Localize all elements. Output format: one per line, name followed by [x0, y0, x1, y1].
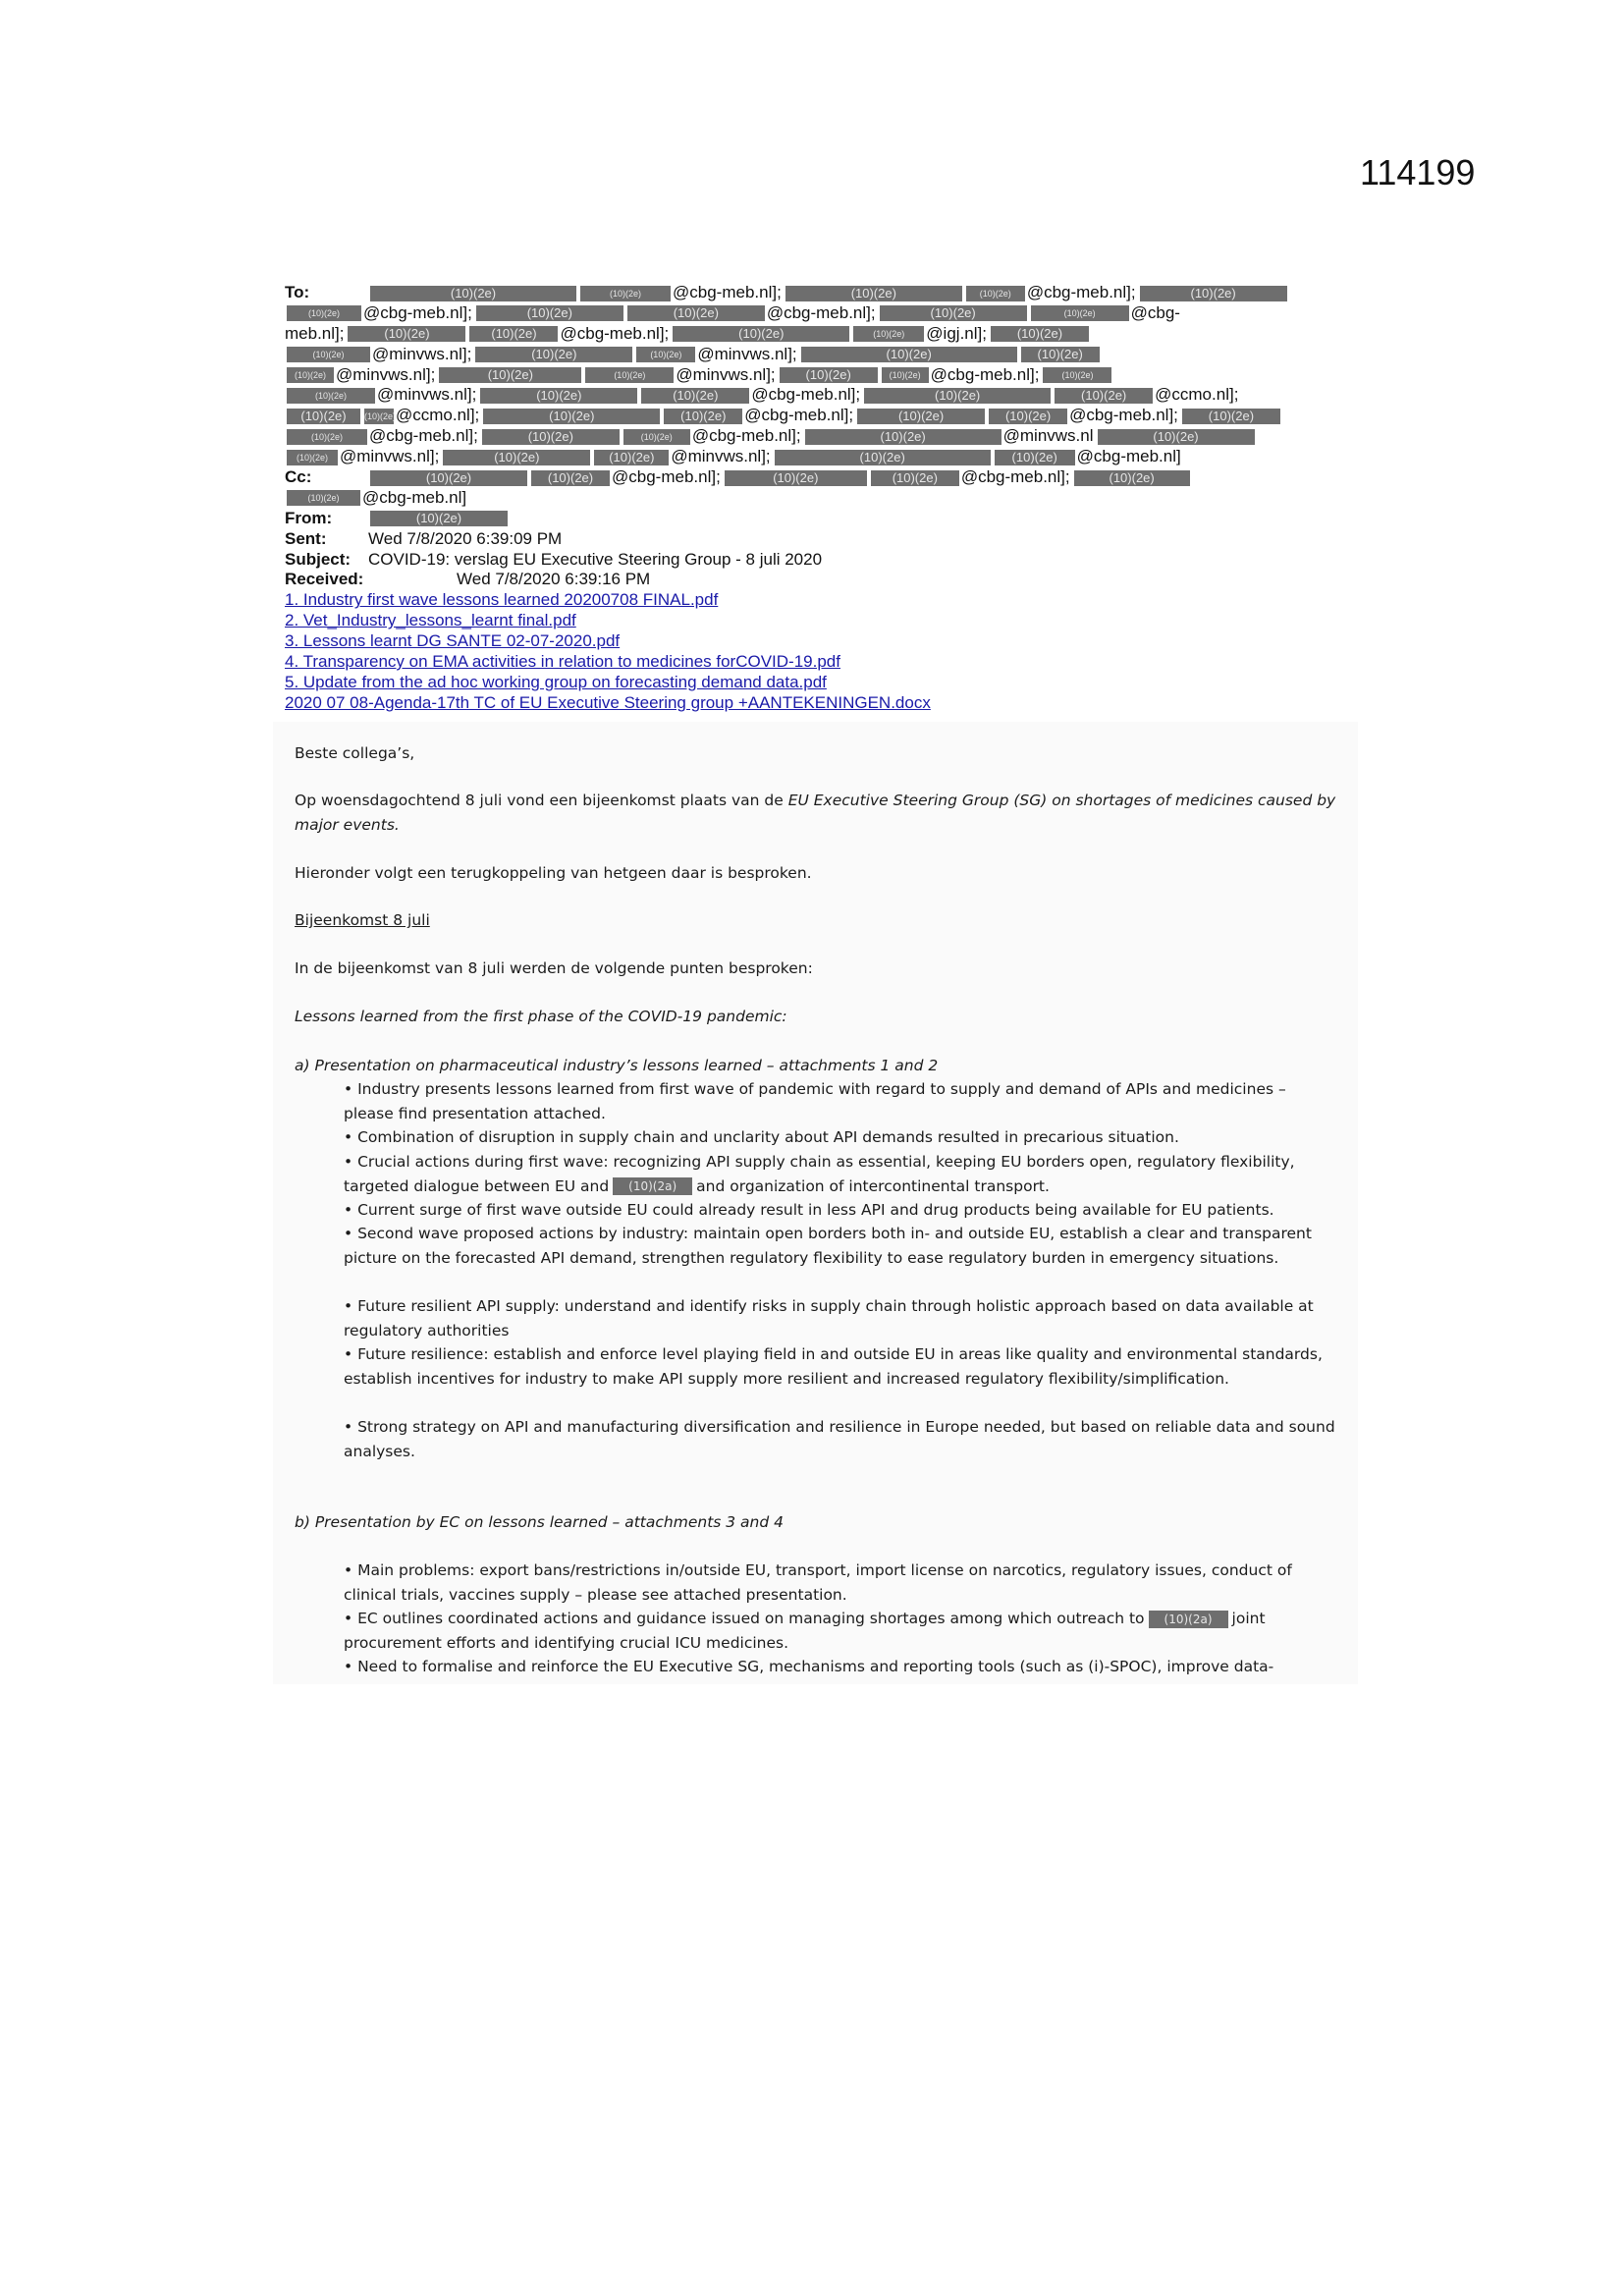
- redaction-box: (10)(2e): [780, 367, 878, 383]
- redaction-box: (10)(2e): [482, 429, 620, 445]
- received-label: Received:: [285, 570, 364, 589]
- redaction-box: (10)(2e): [801, 347, 1017, 362]
- redaction-box: (10)(2e): [664, 409, 742, 424]
- sent-value: Wed 7/8/2020 6:39:09 PM: [368, 528, 563, 548]
- redaction-box: (10)(2e): [623, 429, 690, 445]
- redaction-box: (10)(2e): [641, 388, 749, 404]
- document-number: 114199: [1360, 152, 1476, 192]
- email-domain: @cbg-meb.nl];: [1069, 406, 1178, 425]
- email-domain: @cbg-: [1130, 302, 1180, 322]
- redaction-box: (10)(2e): [531, 470, 610, 486]
- bullet-text: and organization of intercontinental transport.: [696, 1176, 1050, 1195]
- subject-row: [285, 550, 1365, 571]
- bullet-item: • Future resilience: establish and enforce level playing field in and outside EU in areas like quality and environmental standards, establish incentives for industry to make API supply more resilient and increased regulatory flexibility/simplification.: [344, 1345, 1323, 1388]
- redaction-box: (10)(2e): [287, 347, 370, 362]
- email-domain: @cbg-meb.nl];: [612, 467, 721, 487]
- bullet-item: • Main problems: export bans/restrictions in/outside EU, transport, import license on narcotics, regulatory issues, conduct of clinical trials, vaccines supply – please see attached presentation.: [344, 1561, 1292, 1604]
- email-domain: @cbg-meb.nl];: [673, 283, 782, 301]
- redaction-box: (10)(2e): [1031, 305, 1129, 321]
- meeting-heading: Bijeenkomst 8 juli: [295, 911, 430, 929]
- email-domain: @minvws.nl];: [340, 447, 440, 466]
- to-row: [285, 406, 1365, 426]
- bullet-text: joint procurement efforts and identifying crucial ICU medicines.: [344, 1610, 1266, 1652]
- email-domain: @cbg-meb.nl];: [369, 426, 478, 446]
- bullet-item: • Current surge of first wave outside EU could already result in less API and drug products being available for EU patients.: [344, 1201, 1274, 1219]
- bullet-item: • Future resilient API supply: understand and identify risks in supply chain through holistic approach based on data available at regulatory authorities: [344, 1297, 1314, 1339]
- email-domain: @cbg-meb.nl]: [1076, 447, 1181, 466]
- redaction-box: (10)(2e): [370, 286, 576, 301]
- meeting-intro: In de bijeenkomst van 8 juli werden de volgende punten besproken:: [295, 959, 813, 977]
- email-body: [273, 722, 1358, 1684]
- attachment-link[interactable]: 4. Transparency on EMA activities in relation to medicines forCOVID-19.pdf: [285, 652, 840, 672]
- subject-value: COVID-19: verslag EU Executive Steering Group - 8 juli 2020: [368, 549, 823, 569]
- redaction-box: (10)(2e): [370, 511, 508, 526]
- redaction-box: (10)(2e): [480, 388, 637, 404]
- redaction-box: (10)(2e): [1074, 470, 1190, 486]
- attachment-link[interactable]: 2020 07 08-Agenda-17th TC of EU Executive Steering group +AANTEKENINGEN.docx: [285, 692, 931, 712]
- redaction-box: (10)(2e): [725, 470, 867, 486]
- bullet-item: • Second wave proposed actions by industry: maintain open borders both in- and outside EU, establish a clear and transparent picture on the forecasted API demand, strengthen regulatory flexibility to ease regulatory burden in emergency situations.: [344, 1225, 1312, 1267]
- redaction-box: (10)(2e): [370, 470, 527, 486]
- redaction-box: (10)(2e): [673, 326, 849, 342]
- attachment-link[interactable]: 5. Update from the ad hoc working group on forecasting demand data.pdf: [285, 672, 827, 691]
- redaction-box: (10)(2e): [864, 388, 1051, 404]
- email-domain: @cbg-meb.nl];: [930, 364, 1040, 384]
- redaction-box: (10)(2e): [857, 409, 985, 424]
- redaction-box: (10)(2e): [287, 305, 361, 321]
- redaction-box: (10)(2e): [880, 305, 1027, 321]
- attachment-link[interactable]: 1. Industry first wave lessons learned 20200708 FINAL.pdf: [285, 590, 719, 610]
- bullet-item: [344, 1150, 1340, 1198]
- redaction-box: (10)(2e): [287, 490, 360, 506]
- redaction-box: (10)(2e): [775, 450, 991, 465]
- redaction-box: (10)(2e): [1055, 388, 1153, 404]
- redaction-box: (10)(2e): [1021, 347, 1100, 362]
- redaction-box: (10)(2e): [1140, 286, 1287, 301]
- redaction-box: (10)(2e): [439, 367, 581, 383]
- redaction-box: (10)(2e): [1098, 429, 1255, 445]
- to-row: [285, 345, 1365, 365]
- redaction-box: (10)(2e): [287, 409, 360, 424]
- email-domain: @cbg-meb.nl];: [560, 323, 670, 343]
- to-row: [285, 283, 1365, 303]
- email-domain: @cbg-meb.nl];: [751, 385, 861, 405]
- section-a-heading: a) Presentation on pharmaceutical industry’s lessons learned – attachments 1 and 2: [295, 1057, 939, 1074]
- cc-label: Cc:: [285, 467, 312, 487]
- redaction-box: (10)(2e): [364, 409, 394, 424]
- redaction-box: (10)(2e): [1182, 409, 1280, 424]
- section-b-heading: b) Presentation by EC on lessons learned – attachments 3 and 4: [295, 1513, 785, 1531]
- feedback-paragraph: Hieronder volgt een terugkoppeling van hetgeen daar is besproken.: [295, 864, 812, 882]
- email-domain: @minvws.nl];: [697, 344, 797, 363]
- redaction-box: (10)(2e): [966, 286, 1025, 301]
- redaction-box: (10)(2e): [483, 409, 660, 424]
- email-domain: @minvws.nl];: [671, 447, 771, 466]
- email-domain: @ccmo.nl];: [1155, 385, 1239, 405]
- attachment-link[interactable]: 3. Lessons learnt DG SANTE 02-07-2020.pdf: [285, 631, 621, 651]
- attachment-list: [285, 590, 1365, 713]
- redaction-box: (10)(2e): [805, 429, 1001, 445]
- redaction-box: (10)(2e): [989, 409, 1067, 424]
- to-row: [285, 385, 1365, 406]
- bullet-text: • EC outlines coordinated actions and guidance issued on managing shortages among which outreach to: [344, 1610, 1145, 1627]
- sent-label: Sent:: [285, 528, 327, 548]
- email-domain: @cbg-meb.nl];: [363, 302, 472, 322]
- to-row: [285, 303, 1365, 324]
- redaction-box: (10)(2e): [475, 347, 632, 362]
- email-domain: @cbg-meb.nl];: [960, 467, 1070, 487]
- to-row: [285, 426, 1365, 447]
- bullet-item: [344, 1607, 1340, 1655]
- subject-label: Subject:: [285, 549, 352, 569]
- redaction-box: (10)(2e): [853, 326, 924, 342]
- redaction-box: (10)(2e): [585, 367, 674, 383]
- received-value: Wed 7/8/2020 6:39:16 PM: [457, 570, 651, 589]
- email-domain: @cbg-meb.nl];: [744, 406, 854, 425]
- bullet-text: • Crucial actions during first wave: recognizing API supply chain as essential, keeping EU borders open, regulatory flexibility, targeted dialogue between EU and: [344, 1153, 1295, 1195]
- bullet-item: • Industry presents lessons learned from first wave of pandemic with regard to supply and demand of APIs and medicines – please find presentation attached.: [344, 1080, 1286, 1122]
- email-domain: @minvws.nl];: [676, 364, 776, 384]
- redaction-box: (10)(2e): [287, 388, 375, 404]
- email-domain: @minvws.nl];: [377, 385, 477, 405]
- email-domain: @igj.nl];: [926, 323, 987, 343]
- redaction-box: (10)(2e): [882, 367, 929, 383]
- lessons-heading: Lessons learned from the first phase of the COVID-19 pandemic:: [295, 1008, 787, 1025]
- redaction-box: (10)(2e): [627, 305, 765, 321]
- intro-paragraph: [295, 789, 1346, 837]
- email-domain: @minvws.nl];: [372, 344, 472, 363]
- intro-text: Op woensdagochtend 8 juli vond een bijeenkomst plaats van de: [295, 792, 788, 809]
- email-domain: meb.nl];: [285, 323, 345, 343]
- email-domain: @ccmo.nl];: [396, 406, 480, 425]
- redaction-box: (10)(2e): [287, 429, 367, 445]
- redaction-box: (10)(2e): [991, 326, 1089, 342]
- redaction-box: (10)(2e): [594, 450, 669, 465]
- redaction-box: (10)(2e): [476, 305, 623, 321]
- redaction-box: (10)(2e): [995, 450, 1075, 465]
- redaction-box: (10)(2e): [636, 347, 695, 362]
- intro-italic: EU Executive Steering Group (SG) on shortages of medicines caused by major events.: [295, 792, 1336, 834]
- redaction-box: (10)(2a): [1149, 1611, 1228, 1628]
- redaction-box: (10)(2e): [1043, 367, 1111, 383]
- email-domain: @minvws.nl: [1002, 426, 1094, 446]
- redaction-box: (10)(2e): [785, 286, 962, 301]
- redaction-box: (10)(2e): [871, 470, 959, 486]
- redaction-box: (10)(2e): [287, 367, 334, 383]
- received-row: [285, 570, 1365, 590]
- sent-row: [285, 529, 1365, 550]
- email-domain: @minvws.nl];: [336, 364, 436, 384]
- greeting: Beste collega’s,: [295, 744, 415, 762]
- from-label: From:: [285, 508, 333, 527]
- redaction-box: (10)(2e): [443, 450, 590, 465]
- cc-row: [285, 467, 1365, 488]
- redaction-box: (10)(2a): [613, 1177, 692, 1195]
- to-row: [285, 365, 1365, 386]
- to-row: [285, 447, 1365, 467]
- redaction-box: (10)(2e): [580, 286, 671, 301]
- redaction-box: (10)(2e): [348, 326, 465, 342]
- bullet-item: • Need to formalise and reinforce the EU Executive SG, mechanisms and reporting tools (such as (i)-SPOC), improve data-: [344, 1658, 1274, 1675]
- email-domain: @cbg-meb.nl];: [691, 426, 801, 446]
- cc-row: [285, 488, 1365, 509]
- redaction-box: (10)(2e): [469, 326, 558, 342]
- email-domain: @cbg-meb.nl];: [766, 302, 876, 322]
- email-domain: @cbg-meb.nl]: [362, 487, 467, 507]
- redaction-box: (10)(2e): [287, 450, 338, 465]
- email-header: [285, 283, 1365, 714]
- attachment-link[interactable]: 2. Vet_Industry_lessons_learnt final.pdf: [285, 611, 576, 630]
- email-domain: @cbg-meb.nl];: [1026, 283, 1136, 301]
- from-row: [285, 509, 1365, 529]
- to-row: [285, 324, 1365, 345]
- to-label: To:: [285, 283, 310, 301]
- bullet-item: • Strong strategy on API and manufacturing diversification and resilience in Europe needed, but based on reliable data and sound analyses.: [344, 1418, 1335, 1460]
- bullet-item: • Combination of disruption in supply chain and unclarity about API demands resulted in precarious situation.: [344, 1128, 1179, 1146]
